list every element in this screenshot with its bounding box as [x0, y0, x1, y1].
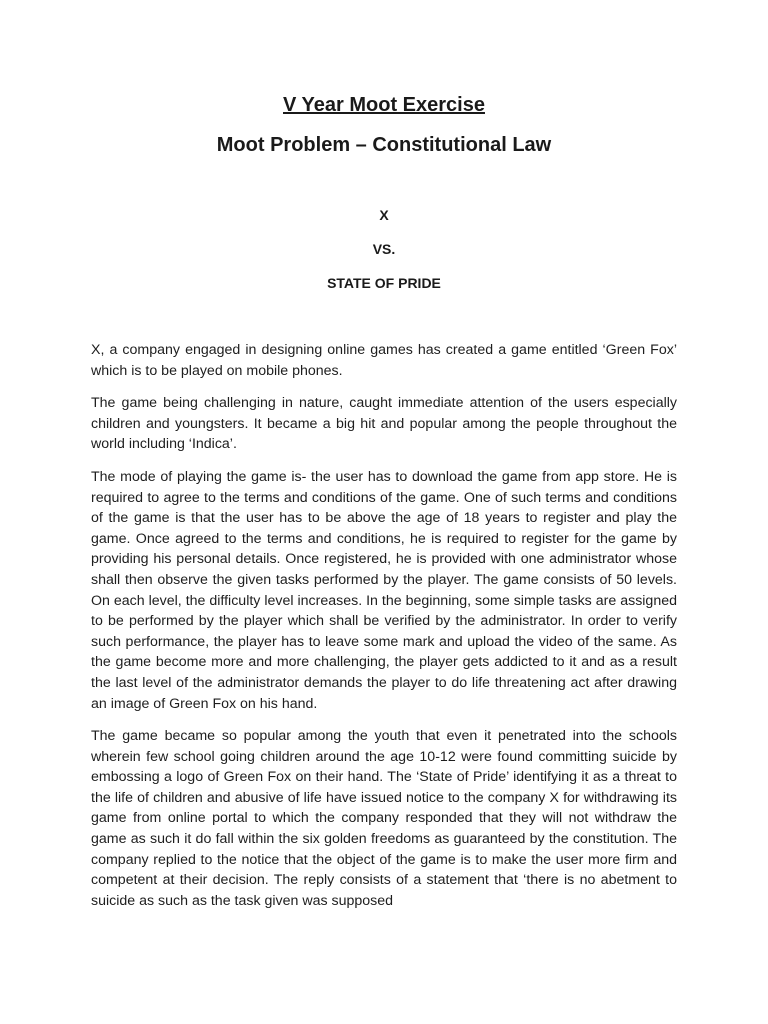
respondent-name: STATE OF PRIDE: [327, 275, 441, 291]
paragraph-popularity: The game being challenging in nature, caught immediate attention of the users especially children and youngsters. It became a big hit and popular among the people throughout the world including ‘Indica’.: [91, 395, 677, 453]
paragraph-state-notice: The game became so popular among the youth that even it penetrated into the schools wherein few school going children around the age 10-12 were found committing suicide by embossing a logo of Green Fox on their hand. The ‘State of Pride’ identifying it as a threat to the life of children and abusive of life have issued notice to the company X for withdrawing its game from online portal to which the company responded that they will not withdraw the game as such it do fall within the six golden freedoms as guaranteed by the constitution. The company replied to the notice that the object of the game is to make the user more firm and competent at their decision. The reply consists of a statement that ‘there is no abetment to suicide as such as the task given was supposed: [91, 728, 677, 909]
document-subtitle: Moot Problem – Constitutional Law: [216, 134, 552, 156]
document-title: V Year Moot Exercise: [283, 94, 485, 116]
paragraph-game-mode: The mode of playing the game is- the user has to download the game from app store. He is required to agree to the terms and conditions of the game. One of such terms and conditions of the game is that the user has to be above the age of 18 years to register and play the game. Once agreed to the terms and conditions, he is required to register for the game by providing his personal details. Once registered, he is provided with one administrator whose shall then observe the given tasks performed by the player. The game consists of 50 levels. On each level, the difficulty level increases. In the beginning, some simple tasks are assigned to be performed by the player which shall be verified by the administrator. In order to verify such performance, the player has to leave some mark and upload the video of the same. As the game become more and more challenging, the player gets addicted to it and as a result the last level of the administrator demands the player to do life threatening act after drawing an image of Green Fox on his hand.: [91, 468, 677, 712]
petitioner-name: X: [379, 207, 389, 223]
document-body: [91, 340, 677, 923]
versus-label: VS.: [372, 241, 396, 257]
paragraph-intro: X, a company engaged in designing online games has created a game entitled ‘Green Fox’ which is to be played on mobile phones.: [91, 342, 677, 379]
